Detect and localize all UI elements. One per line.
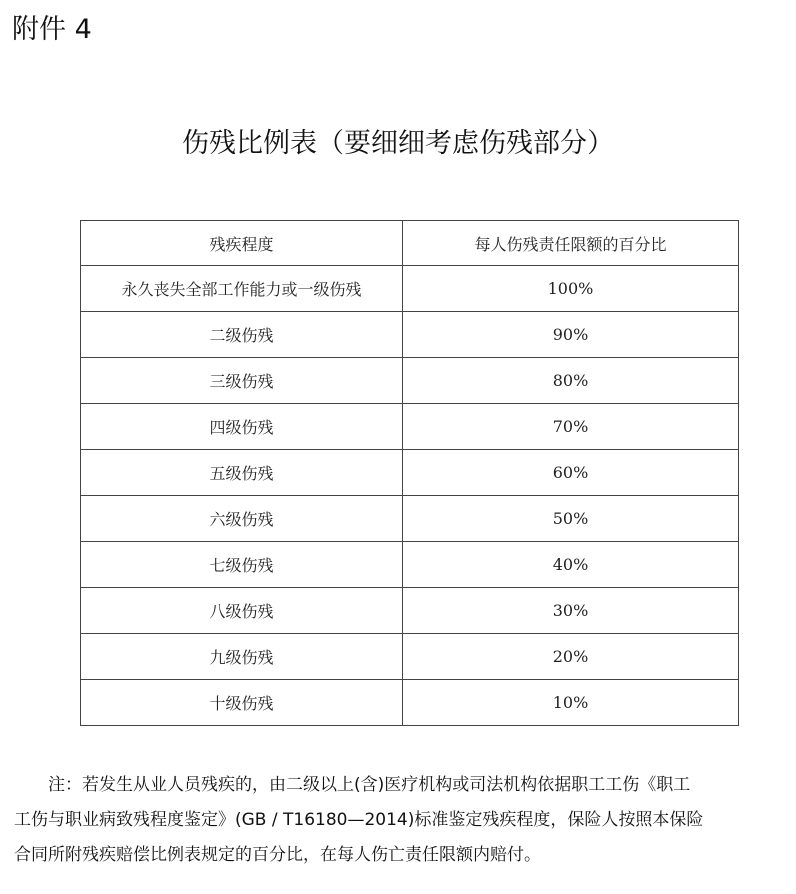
disability-level-cell: 八级伤残 bbox=[81, 588, 403, 634]
disability-level-cell: 永久丧失全部工作能力或一级伤残 bbox=[81, 266, 403, 312]
table-header-row bbox=[81, 221, 739, 266]
table-row bbox=[81, 404, 739, 450]
disability-level-cell: 四级伤残 bbox=[81, 404, 403, 450]
table-row bbox=[81, 358, 739, 404]
table-row bbox=[81, 496, 739, 542]
table-row bbox=[81, 266, 739, 312]
disability-level-cell: 九级伤残 bbox=[81, 634, 403, 680]
percentage-cell: 30% bbox=[403, 588, 739, 634]
footnote bbox=[14, 768, 784, 873]
disability-level-cell: 六级伤残 bbox=[81, 496, 403, 542]
disability-level-cell: 五级伤残 bbox=[81, 450, 403, 496]
header-disability-level: 残疾程度 bbox=[81, 221, 403, 266]
table-row bbox=[81, 542, 739, 588]
disability-ratio-table bbox=[80, 220, 739, 726]
percentage-cell: 80% bbox=[403, 358, 739, 404]
percentage-cell: 20% bbox=[403, 634, 739, 680]
footnote-line: 工伤与职业病致残程度鉴定》(GB / T16180—2014)标准鉴定残疾程度，保险人按照本保险 bbox=[14, 810, 704, 830]
table-row bbox=[81, 312, 739, 358]
table-row bbox=[81, 588, 739, 634]
table-row bbox=[81, 450, 739, 496]
percentage-cell: 70% bbox=[403, 404, 739, 450]
percentage-cell: 50% bbox=[403, 496, 739, 542]
disability-ratio-table-container bbox=[80, 220, 738, 726]
document-title: 伤残比例表（要细细考虑伤残部分） bbox=[182, 128, 614, 159]
table-row bbox=[81, 634, 739, 680]
table-row bbox=[81, 680, 739, 726]
header-percentage: 每人伤残责任限额的百分比 bbox=[403, 221, 739, 266]
attachment-label: 附件 4 bbox=[12, 14, 92, 45]
percentage-cell: 10% bbox=[403, 680, 739, 726]
disability-level-cell: 七级伤残 bbox=[81, 542, 403, 588]
footnote-line: 合同所附残疾赔偿比例表规定的百分比，在每人伤亡责任限额内赔付。 bbox=[14, 845, 541, 865]
disability-level-cell: 三级伤残 bbox=[81, 358, 403, 404]
footnote-line: 注：若发生从业人员残疾的，由二级以上(含)医疗机构或司法机构依据职工工伤《职工 bbox=[48, 775, 691, 795]
percentage-cell: 100% bbox=[403, 266, 739, 312]
percentage-cell: 60% bbox=[403, 450, 739, 496]
percentage-cell: 90% bbox=[403, 312, 739, 358]
percentage-cell: 40% bbox=[403, 542, 739, 588]
disability-level-cell: 二级伤残 bbox=[81, 312, 403, 358]
disability-level-cell: 十级伤残 bbox=[81, 680, 403, 726]
